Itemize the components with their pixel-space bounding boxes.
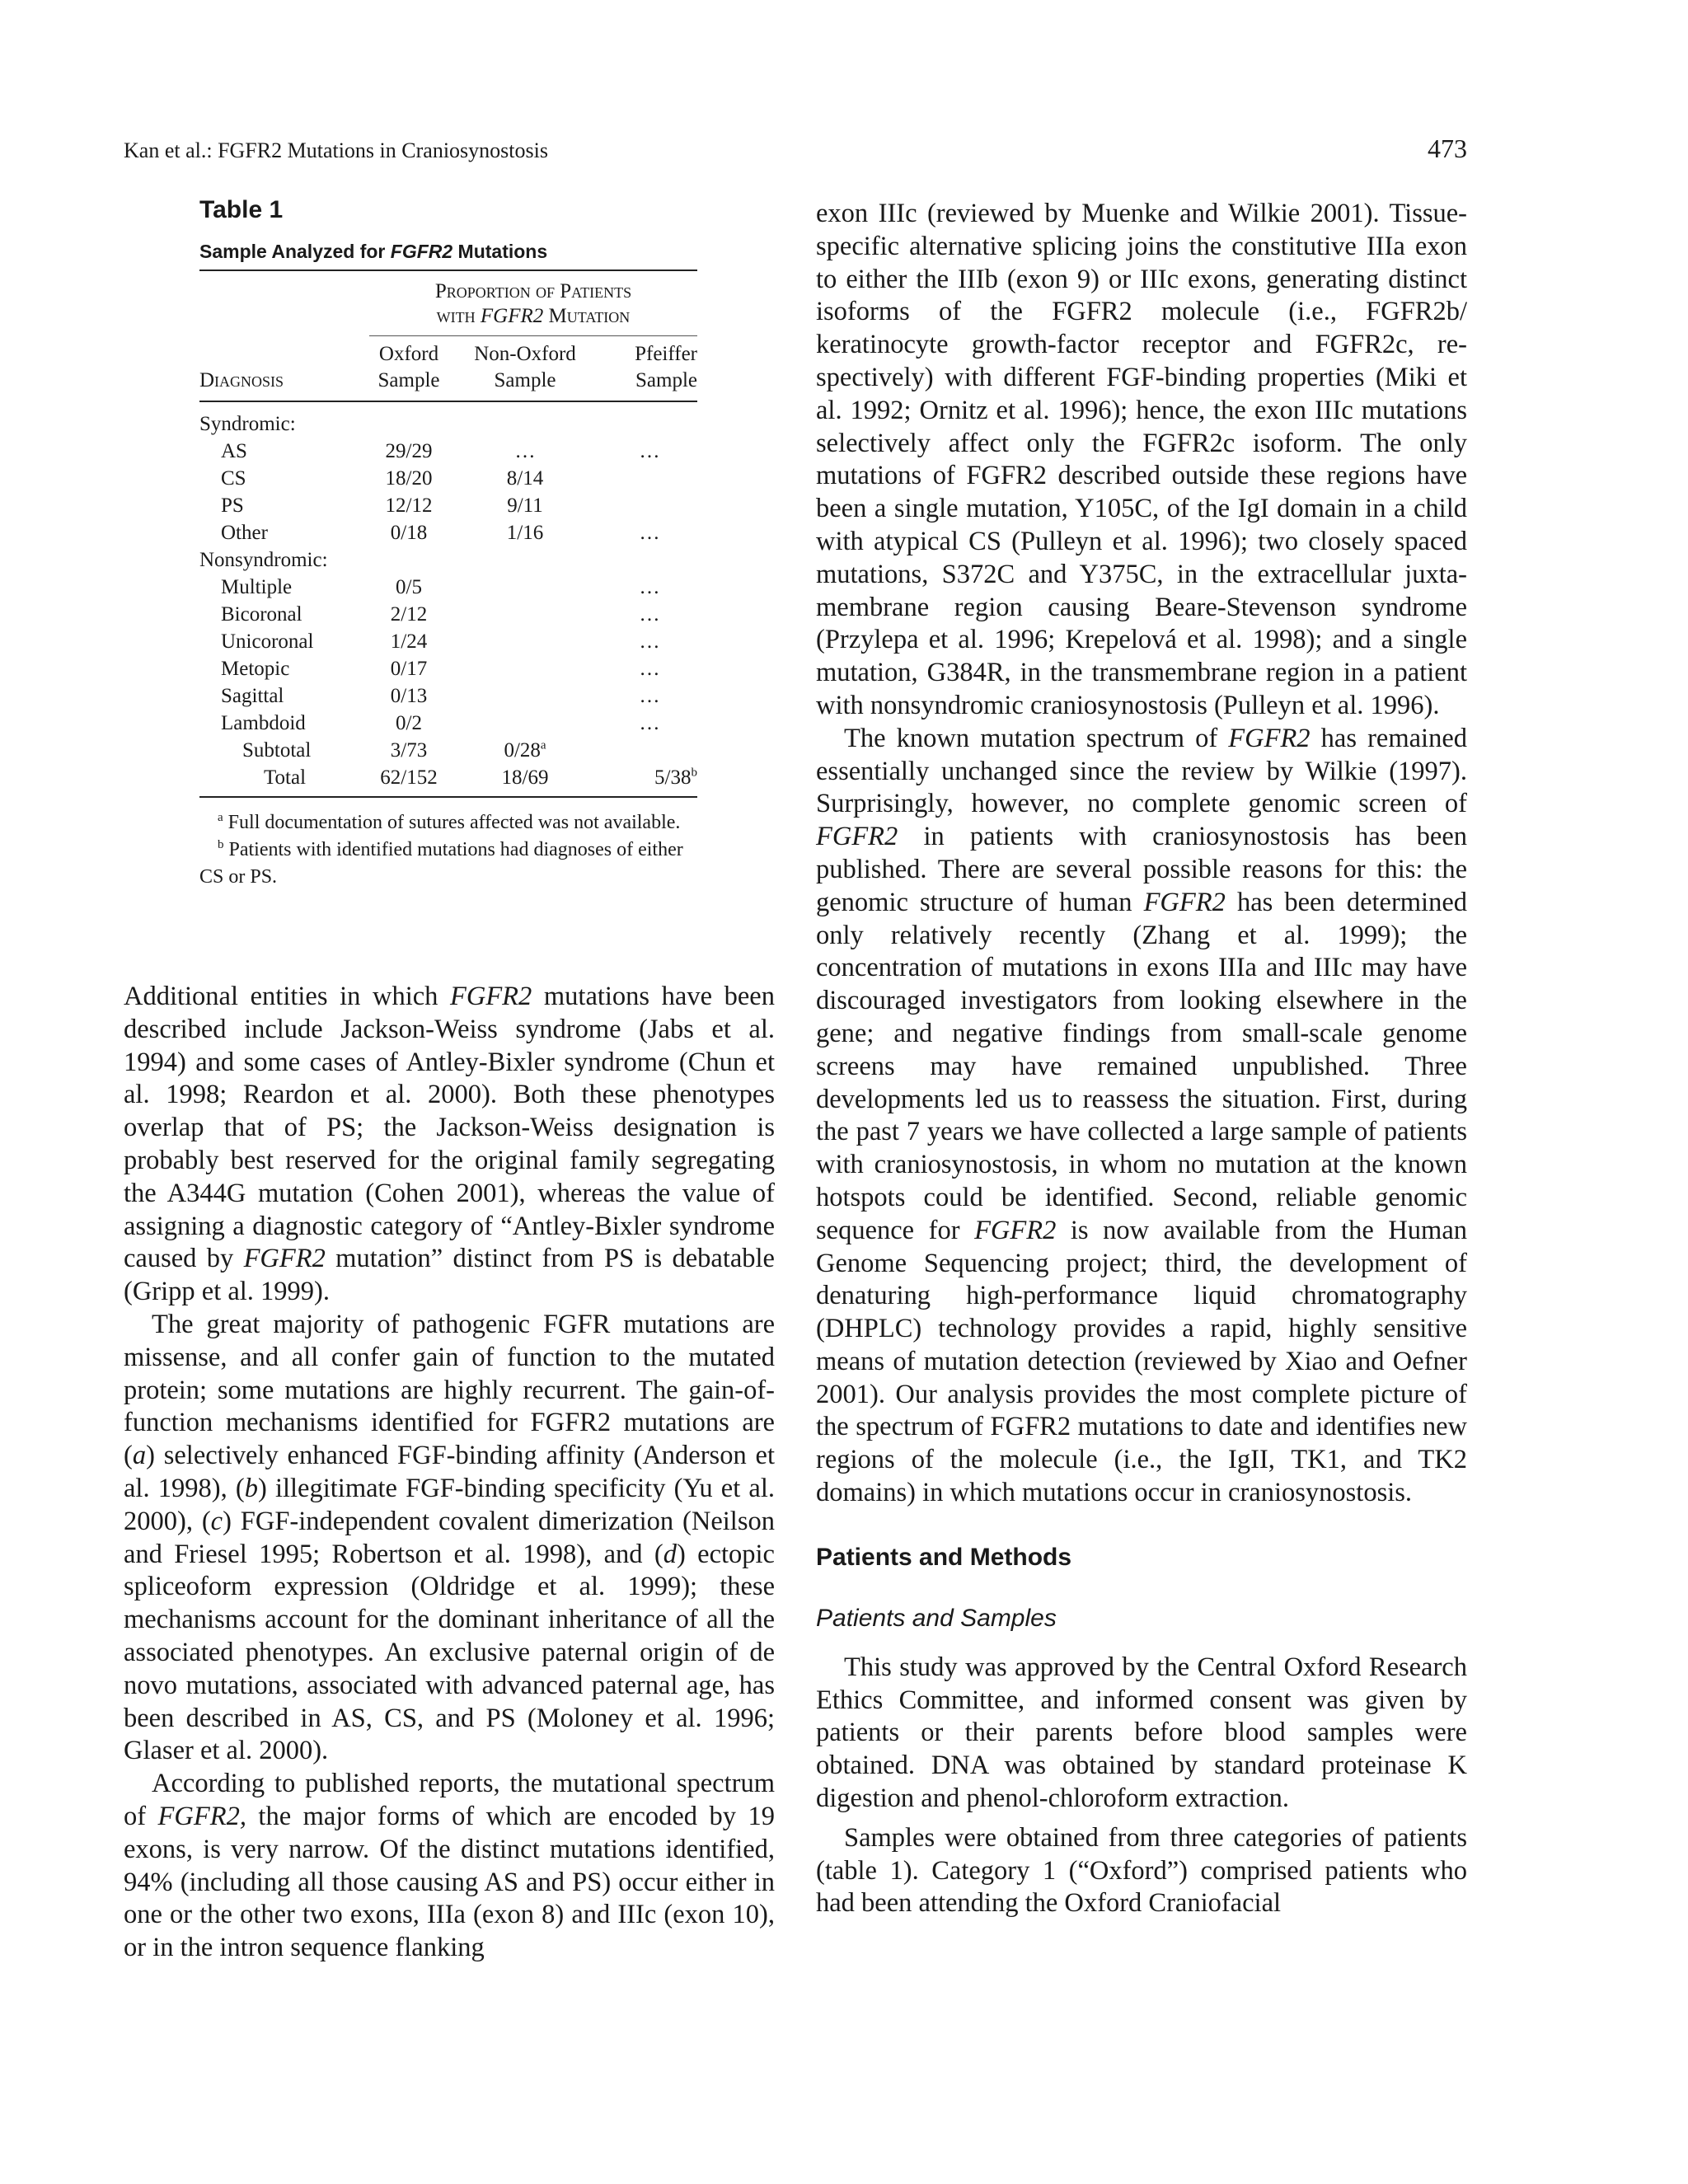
row-label: Total bbox=[199, 764, 369, 797]
caption-pre: Sample Analyzed for bbox=[199, 241, 391, 262]
paragraph bbox=[124, 1768, 775, 1965]
table-row bbox=[199, 655, 697, 682]
spanner-line2-post: Mutation bbox=[543, 305, 631, 327]
footnote-mark: a bbox=[540, 738, 546, 752]
text-italic: FGFR2 bbox=[243, 1244, 326, 1274]
cell-nonoxford bbox=[448, 546, 602, 574]
cell-oxford: 62/152 bbox=[369, 764, 448, 797]
table-1 bbox=[199, 196, 697, 891]
cell-nonoxford: 9/11 bbox=[507, 494, 543, 517]
row-label: Multiple bbox=[221, 576, 293, 598]
table-row bbox=[199, 710, 697, 737]
cell-oxford: 2/12 bbox=[390, 603, 428, 626]
text-italic: d bbox=[663, 1539, 677, 1569]
text-run: The known mutation spectrum of bbox=[844, 723, 1229, 753]
cell-value: 0/28 bbox=[504, 739, 541, 762]
cell-oxford: 0/17 bbox=[390, 658, 428, 680]
cell-pfeiffer: … bbox=[639, 440, 660, 462]
row-label: Metopic bbox=[221, 658, 290, 680]
footnote-text: Full documentation of sutures affected was not available. bbox=[227, 812, 681, 833]
cell-nonoxford bbox=[448, 401, 602, 438]
cell-nonoxford: 8/14 bbox=[506, 467, 544, 490]
text-italic: FGFR2 bbox=[450, 982, 532, 1011]
footnote-mark: b bbox=[691, 766, 697, 780]
right-column bbox=[816, 198, 1467, 1920]
row-label: Lambdoid bbox=[221, 712, 306, 734]
row-label: Other bbox=[221, 522, 268, 544]
paragraph bbox=[816, 723, 1467, 1510]
row-label: Bicoronal bbox=[221, 603, 302, 626]
cell-oxford: 0/5 bbox=[396, 576, 422, 598]
header-nonoxford-1: Non-Oxford bbox=[474, 343, 576, 365]
text-run: ) illegitimate FGF-binding specificity (Yu et al. 2000), ( bbox=[124, 1473, 775, 1536]
table-row bbox=[199, 601, 697, 628]
cell-pfeiffer: … bbox=[639, 576, 660, 598]
header-nonoxford bbox=[448, 336, 602, 402]
paragraph bbox=[124, 981, 775, 1309]
table-row bbox=[199, 628, 697, 655]
text-italic: FGFR2, bbox=[157, 1801, 246, 1831]
cell-pfeiffer bbox=[602, 764, 697, 797]
header-pfeiffer bbox=[602, 336, 697, 402]
cell-pfeiffer bbox=[602, 737, 697, 764]
cell-oxford: 0/2 bbox=[396, 712, 422, 734]
cell-pfeiffer bbox=[602, 401, 697, 438]
cell-pfeiffer: … bbox=[639, 630, 660, 653]
running-title: Kan et al.: FGFR2 Mutations in Craniosynostosis bbox=[124, 138, 548, 162]
caption-gene: FGFR2 bbox=[390, 241, 453, 262]
row-label: CS bbox=[221, 467, 246, 490]
cell-nonoxford: 18/69 bbox=[448, 764, 602, 797]
cell-pfeiffer: … bbox=[639, 603, 660, 626]
text-run: ) FGF-independent covalent dimerization (Neilson and Friesel 1995; Robertson et al. 1998), and ( bbox=[124, 1506, 775, 1569]
text-run: According to published reports, the mutational spectrum of bbox=[124, 1769, 775, 1831]
cell-oxford bbox=[369, 546, 448, 574]
cell-pfeiffer bbox=[602, 546, 697, 574]
table-row bbox=[199, 465, 697, 492]
text-italic: FGFR2 bbox=[1143, 887, 1226, 917]
table-row bbox=[199, 438, 697, 465]
row-label: AS bbox=[221, 440, 247, 462]
table-row bbox=[199, 574, 697, 601]
text-italic: FGFR2 bbox=[1228, 723, 1311, 753]
cell-pfeiffer bbox=[602, 492, 697, 519]
row-label: Nonsyndromic: bbox=[199, 549, 328, 571]
table-footnotes bbox=[199, 809, 697, 891]
header-diagnosis: Diagnosis bbox=[199, 336, 369, 402]
text-run: is now available from the Human Genome Sequencing project; third, the development of denaturing high-performance liquid chromatography (DHPLC) technology provides a rapid, highly sensitive means of mutation detection (reviewed by Xiao and Oefner 2001). Our analysis provides the most complete picture of the spectrum of FGFR2 mutations to date and identifies new regions of the molecule (i.e., the IgII, TK1, and TK2 domains) in which mutations occur in craniosynostosis. bbox=[816, 1215, 1467, 1508]
cell-nonoxford bbox=[448, 574, 602, 601]
footnote-mark: b bbox=[218, 838, 224, 851]
spanner-line2-gene: FGFR2 bbox=[480, 305, 544, 327]
text-run: ) selectively enhanced FGF-binding affinity (Anderson et al. 1998), ( bbox=[124, 1441, 775, 1503]
table-row-total bbox=[199, 764, 697, 797]
header-spanner bbox=[369, 270, 697, 336]
table-row bbox=[199, 546, 697, 574]
table-row bbox=[199, 401, 697, 438]
text-run: in patients with craniosynostosis has been published. There are several possible reasons for this: the genomic structure of human bbox=[816, 822, 1467, 917]
header-oxford-2: Sample bbox=[377, 369, 440, 391]
cell-oxford: 12/12 bbox=[385, 494, 433, 517]
text-run: mutation” distinct from PS is debatable (Gripp et al. 1999). bbox=[124, 1244, 775, 1307]
row-label: PS bbox=[221, 494, 244, 517]
text-italic: c bbox=[210, 1506, 223, 1536]
cell-nonoxford bbox=[448, 737, 602, 764]
paragraph: exon IIIc (reviewed by Muenke and Wilkie 2001). Tissue-specific alternative splicing joins the constitutive IIIa exon to either the IIIb (exon 9) or IIIc exons, generating distinct isoforms of the FGFR2 molecule (i.e., FGFR2b/ keratinocyte growth-factor receptor and FGFR2c, respectively) with different FGF-binding properties (Miki et al. 1992; Ornitz et al. 1996); hence, the exon IIIc mutations selectively affect only the FGFR2c isoform. The only mutations of FGFR2 described outside these regions have been a single mutation, Y105C, of the IgI domain in a child with atypical CS (Pulleyn et al. 1996); two closely spaced mutations, S372C and Y375C, in the extracellular juxta-membrane region causing Beare-Stevenson syndrome (Przylepa et al. 1996; Krepelová et al. 1998); and a single mutation, G384R, in the transmembrane region in a patient with nonsyndromic craniosynostosis (Pulleyn et al. 1996). bbox=[816, 199, 1467, 720]
cell-nonoxford bbox=[448, 682, 602, 710]
header-pfeiffer-1: Pfeiffer bbox=[635, 343, 697, 365]
row-label: Unicoronal bbox=[221, 630, 314, 653]
cell-oxford: 3/73 bbox=[390, 739, 428, 762]
table-row bbox=[199, 492, 697, 519]
table-row bbox=[199, 519, 697, 546]
cell-pfeiffer bbox=[602, 465, 697, 492]
text-run: the major forms of which are encoded by 19 exons, is very narrow. Of the distinct mutations identified, 94% (including all those causing AS and PS) occur either in one or the other two exons, IIIa (exon 8) and IIIc (exon 10), or in the intron sequence flanking bbox=[124, 1801, 775, 1963]
cell-nonoxford: … bbox=[514, 440, 536, 462]
table-caption bbox=[199, 241, 697, 263]
paragraph bbox=[124, 1309, 775, 1768]
text-run: mutations have been described include Jackson-Weiss syndrome (Jabs et al. 1994) and some cases of Antley-Bixler syndrome (Chun et al. 1998; Reardon et al. 2000). Both these phenotypes overlap that of PS; the Jackson-Weiss designation is probably best reserved for the original family segregating the A344G mutation (Cohen 2001), whereas the value of assigning a diagnostic category of “Antley-Bixler syndrome caused by bbox=[124, 982, 775, 1274]
text-run: Additional entities in which bbox=[124, 982, 450, 1011]
cell-oxford: 18/20 bbox=[385, 467, 433, 490]
section-heading: Patients and Methods bbox=[816, 1543, 1072, 1571]
footnote-b bbox=[199, 837, 697, 891]
header-blank bbox=[199, 270, 369, 336]
header-nonoxford-2: Sample bbox=[494, 369, 556, 391]
cell-value: 5/38 bbox=[654, 766, 692, 789]
row-label: Subtotal bbox=[242, 739, 312, 762]
cell-oxford: 29/29 bbox=[385, 440, 433, 462]
running-head bbox=[124, 134, 1467, 171]
cell-oxford: 0/13 bbox=[390, 685, 428, 707]
text-run: The great majority of pathogenic FGFR mutations are missense, and all confer gain of function to the mutated protein; some mutations are highly recurrent. The gain-of-function mechanisms identified for FGFR2 mutations are ( bbox=[124, 1309, 775, 1471]
paragraph: This study was approved by the Central Oxford Research Ethics Committee, and informed consent was given by patients or their parents before blood samples were obtained. DNA was obtained by standard proteinase K digestion and phenol-chloroform extraction. bbox=[816, 1652, 1467, 1814]
table-label: Table 1 bbox=[199, 196, 284, 223]
cell-nonoxford bbox=[448, 628, 602, 655]
left-column bbox=[124, 981, 775, 1965]
paragraph: Samples were obtained from three categories of patients (table 1). Category 1 (“Oxford”) comprised patients who had been attending the Oxford Craniofacial bbox=[816, 1822, 1467, 1919]
row-label: Syndromic: bbox=[199, 413, 296, 435]
cell-nonoxford bbox=[448, 601, 602, 628]
cell-oxford bbox=[369, 401, 448, 438]
text-run: has remained essentially unchanged since the review by Wilkie (1997). Surprisingly, however, no complete genomic screen of bbox=[816, 723, 1468, 819]
cell-pfeiffer: … bbox=[639, 712, 660, 734]
table-row bbox=[199, 682, 697, 710]
cell-nonoxford bbox=[448, 710, 602, 737]
footnote-a bbox=[199, 809, 697, 837]
cell-pfeiffer: … bbox=[639, 658, 660, 680]
caption-post: Mutations bbox=[452, 241, 548, 262]
cell-oxford: 1/24 bbox=[390, 630, 428, 653]
header-oxford bbox=[369, 336, 448, 402]
table-row-subtotal bbox=[199, 737, 697, 764]
cell-pfeiffer: … bbox=[639, 685, 660, 707]
cell-nonoxford bbox=[448, 655, 602, 682]
subsection-heading: Patients and Samples bbox=[816, 1604, 1057, 1632]
text-italic: FGFR2 bbox=[974, 1215, 1057, 1245]
mutation-table bbox=[199, 269, 697, 798]
cell-pfeiffer: … bbox=[639, 522, 660, 544]
footnote-mark: a bbox=[218, 811, 223, 824]
text-italic: a bbox=[132, 1441, 147, 1471]
page-number: 473 bbox=[1428, 134, 1467, 163]
text-run: ) ectopic spliceoform expression (Oldridge et al. 1999); these mechanisms account for the dominant inheritance of all the associated phenotypes. An exclusive paternal origin of de novo mutations, associated with advanced paternal age, has been described in AS, CS, and PS (Moloney et al. 1996; Glaser et al. 2000). bbox=[124, 1539, 775, 1766]
text-italic: FGFR2 bbox=[816, 822, 898, 852]
footnote-text: Patients with identified mutations had diagnoses of either CS or PS. bbox=[199, 839, 683, 888]
spanner-line2-pre: with bbox=[436, 305, 481, 327]
spanner-line1: Proportion of Patients bbox=[434, 280, 632, 302]
cell-oxford: 0/18 bbox=[390, 522, 428, 544]
row-label: Sagittal bbox=[221, 685, 284, 707]
text-italic: b bbox=[244, 1473, 258, 1503]
cell-nonoxford: 1/16 bbox=[506, 522, 544, 544]
text-run: has been determined only relatively recently (Zhang et al. 1999); the concentration of mutations in exons IIIa and IIIc may have discouraged investigators from looking elsewhere in the gene; and negative findings from small-scale genome screens may have remained unpublished. Three developments led us to reassess the situation. First, during the past 7 years we have collected a large sample of patients with craniosynostosis, in whom no mutation at the known hotspots could be identified. Second, reliable genomic sequence for bbox=[816, 887, 1468, 1245]
header-pfeiffer-2: Sample bbox=[635, 369, 697, 391]
header-oxford-1: Oxford bbox=[378, 343, 439, 365]
